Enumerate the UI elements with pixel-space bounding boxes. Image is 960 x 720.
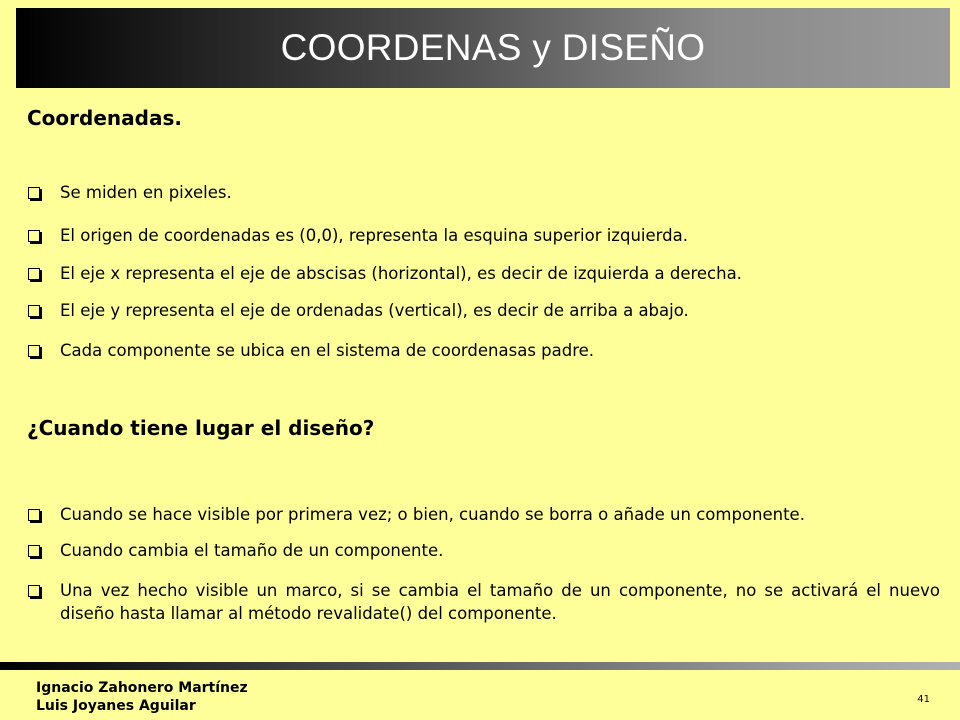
list-item-text: El eje x representa el eje de abscisas (horizontal), es decir de izquierda a derecha. — [60, 264, 742, 283]
page-number: 41 — [917, 694, 930, 705]
list-item-text: El origen de coordenadas es (0,0), representa la esquina superior izquierda. — [60, 226, 688, 245]
checkbox-bullet-icon — [28, 230, 40, 242]
list-item — [28, 503, 805, 526]
list-item-text: Una vez hecho visible un marco, si se cambia el tamaño de un componente, no se activará el nuevo diseño hasta llamar al método revalidate() del componente. — [60, 581, 940, 623]
checkbox-bullet-icon — [28, 268, 40, 280]
list-item-text: Se miden en pixeles. — [60, 183, 232, 202]
slide-title: COORDENAS y DISEÑO — [280, 27, 706, 68]
list-item — [28, 299, 689, 322]
checkbox-bullet-icon — [28, 545, 40, 557]
footer-bar — [0, 662, 960, 670]
author-name: Luis Joyanes Aguilar — [36, 698, 196, 714]
list-item-text: Cuando cambia el tamaño de un componente. — [60, 541, 444, 560]
checkbox-bullet-icon — [28, 345, 40, 357]
checkbox-bullet-icon — [28, 585, 40, 597]
checkbox-bullet-icon — [28, 305, 40, 317]
list-item — [28, 539, 443, 562]
checkbox-bullet-icon — [28, 187, 40, 199]
section-heading-coordenadas: Coordenadas. — [27, 106, 182, 130]
list-item — [28, 579, 940, 625]
list-item-text: Cuando se hace visible por primera vez; o bien, cuando se borra o añade un componente. — [60, 505, 805, 524]
title-bar — [16, 8, 950, 88]
list-item-text: El eje y representa el eje de ordenadas (vertical), es decir de arriba a abajo. — [60, 301, 689, 320]
checkbox-bullet-icon — [28, 509, 40, 521]
list-item — [28, 339, 594, 362]
list-item — [28, 262, 742, 285]
list-item-text: Cada componente se ubica en el sistema de coordenasas padre. — [60, 341, 595, 360]
list-item — [28, 181, 232, 204]
section-heading-diseno: ¿Cuando tiene lugar el diseño? — [27, 416, 375, 440]
list-item — [28, 224, 688, 247]
author-name: Ignacio Zahonero Martínez — [36, 680, 248, 696]
